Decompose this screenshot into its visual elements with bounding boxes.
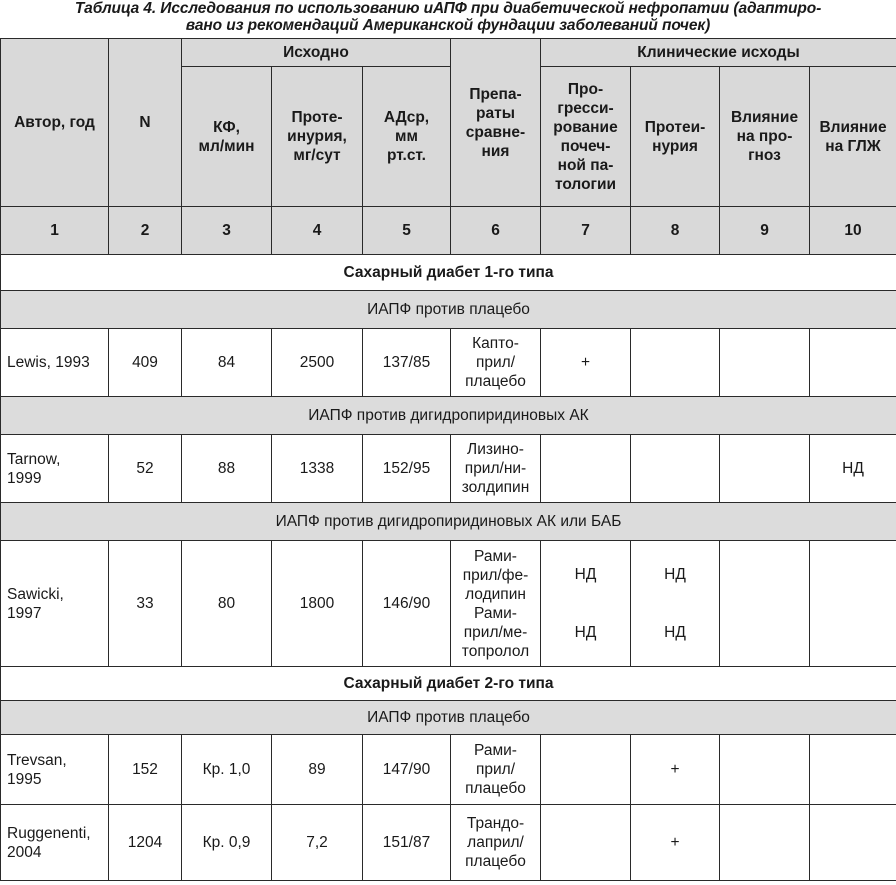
header-outcomes: Клинические исходы (541, 39, 896, 67)
subsection-row (1, 701, 896, 735)
header-comparators: Препа- раты сравне- ния (451, 39, 541, 207)
cell-out-proteinuria (631, 329, 720, 397)
cell-drugs-b: Рами- прил/ме- топролол (461, 604, 530, 660)
column-number: 3 (182, 207, 272, 255)
cell-out-proteinuria: + (631, 805, 720, 881)
header-proteinuria: Проте- инурия, мг/сут (272, 67, 363, 207)
column-number: 6 (451, 207, 541, 255)
cell-bp: 151/87 (363, 805, 451, 881)
cell-out-proteinuria (631, 541, 720, 667)
cell-prognosis (720, 805, 810, 881)
cell-progression (541, 435, 631, 503)
cell-bp: 147/90 (363, 735, 451, 805)
cell-gfr: 88 (182, 435, 272, 503)
cell-drugs: Лизино- прил/ни- золдипин (451, 435, 541, 503)
column-number: 8 (631, 207, 720, 255)
column-number: 5 (363, 207, 451, 255)
cell-n: 33 (109, 541, 182, 667)
cell-lvh (810, 329, 896, 397)
cell-author: Lewis, 1993 (1, 329, 109, 397)
cell-out-proteinuria-b: НД (664, 623, 686, 641)
cell-author: Sawicki, 1997 (1, 541, 109, 667)
cell-drugs-a: Рами- прил/фе- лодипин (462, 547, 529, 603)
subsection-row (1, 397, 896, 435)
header-row-1 (1, 39, 896, 67)
subsection-dm1-dhp-bab: ИАПФ против дигидропиридиновых АК или БАБ (1, 503, 896, 541)
cell-n: 409 (109, 329, 182, 397)
cell-proteinuria: 1338 (272, 435, 363, 503)
cell-drugs (451, 541, 541, 667)
cell-out-proteinuria-a: НД (664, 565, 686, 583)
cell-bp: 146/90 (363, 541, 451, 667)
cell-lvh (810, 805, 896, 881)
header-author: Автор, год (1, 39, 109, 207)
cell-proteinuria: 89 (272, 735, 363, 805)
header-baseline: Исходно (182, 39, 451, 67)
cell-drugs: Рами- прил/ плацебо (451, 735, 541, 805)
caption-line-2: вано из рекомендаций Американской фундации заболеваний почек) (185, 17, 711, 34)
cell-n: 152 (109, 735, 182, 805)
cell-gfr: Кр. 1,0 (182, 735, 272, 805)
cell-progression (541, 735, 631, 805)
column-number: 9 (720, 207, 810, 255)
header-bp: АДср, мм рт.ст. (363, 67, 451, 207)
column-number: 1 (1, 207, 109, 255)
column-number: 2 (109, 207, 182, 255)
subsection-row (1, 503, 896, 541)
subsection-dm2-placebo: ИАПФ против плацебо (1, 701, 896, 735)
column-number-row (1, 207, 896, 255)
column-number: 4 (272, 207, 363, 255)
caption-line-1: Таблица 4. Исследования по использованию иАПФ при диабетической нефропатии (адаптиро- (74, 0, 822, 17)
cell-lvh: НД (810, 435, 896, 503)
cell-lvh (810, 541, 896, 667)
cell-drugs: Трандо- лаприл/ плацебо (451, 805, 541, 881)
header-progression: Про- гресси- рование почеч- ной па- тологии (541, 67, 631, 207)
cell-proteinuria: 1800 (272, 541, 363, 667)
header-gfr: КФ, мл/мин (182, 67, 272, 207)
cell-proteinuria: 7,2 (272, 805, 363, 881)
header-outcome-proteinuria: Протеи- нурия (631, 67, 720, 207)
cell-author: Tarnow, 1999 (1, 435, 109, 503)
section-dm2: Сахарный диабет 2-го типа (1, 667, 896, 701)
cell-author: Trevsan, 1995 (1, 735, 109, 805)
cell-progression (541, 541, 631, 667)
cell-prognosis (720, 329, 810, 397)
subsection-dm1-placebo: ИАПФ против плацебо (1, 291, 896, 329)
cell-proteinuria: 2500 (272, 329, 363, 397)
cell-bp: 137/85 (363, 329, 451, 397)
cell-progression-a: НД (574, 565, 597, 583)
cell-gfr: 84 (182, 329, 272, 397)
column-number: 10 (810, 207, 896, 255)
cell-prognosis (720, 735, 810, 805)
cell-prognosis (720, 435, 810, 503)
table-row (1, 329, 896, 397)
table-row (1, 735, 896, 805)
header-prognosis: Влияние на про- гноз (720, 67, 810, 207)
cell-prognosis (720, 541, 810, 667)
column-number: 7 (541, 207, 631, 255)
section-row (1, 255, 896, 291)
cell-gfr: 80 (182, 541, 272, 667)
table-row (1, 435, 896, 503)
cell-progression: + (541, 329, 631, 397)
header-lvh: Влияние на ГЛЖ (810, 67, 896, 207)
table-row (1, 805, 896, 881)
cell-author: Ruggenenti, 2004 (1, 805, 109, 881)
section-dm1: Сахарный диабет 1-го типа (1, 255, 896, 291)
cell-out-proteinuria (631, 435, 720, 503)
table-caption (0, 0, 896, 36)
cell-gfr: Кр. 0,9 (182, 805, 272, 881)
section-row (1, 667, 896, 701)
cell-n: 1204 (109, 805, 182, 881)
cell-lvh (810, 735, 896, 805)
subsection-row (1, 291, 896, 329)
table-row (1, 541, 896, 667)
cell-out-proteinuria: + (631, 735, 720, 805)
cell-progression (541, 805, 631, 881)
cell-progression-b: НД (574, 623, 597, 641)
cell-n: 52 (109, 435, 182, 503)
subsection-dm1-dhp: ИАПФ против дигидропиридиновых АК (1, 397, 896, 435)
cell-drugs: Капто- прил/ плацебо (451, 329, 541, 397)
header-n: N (109, 39, 182, 207)
cell-bp: 152/95 (363, 435, 451, 503)
studies-table (0, 38, 896, 881)
